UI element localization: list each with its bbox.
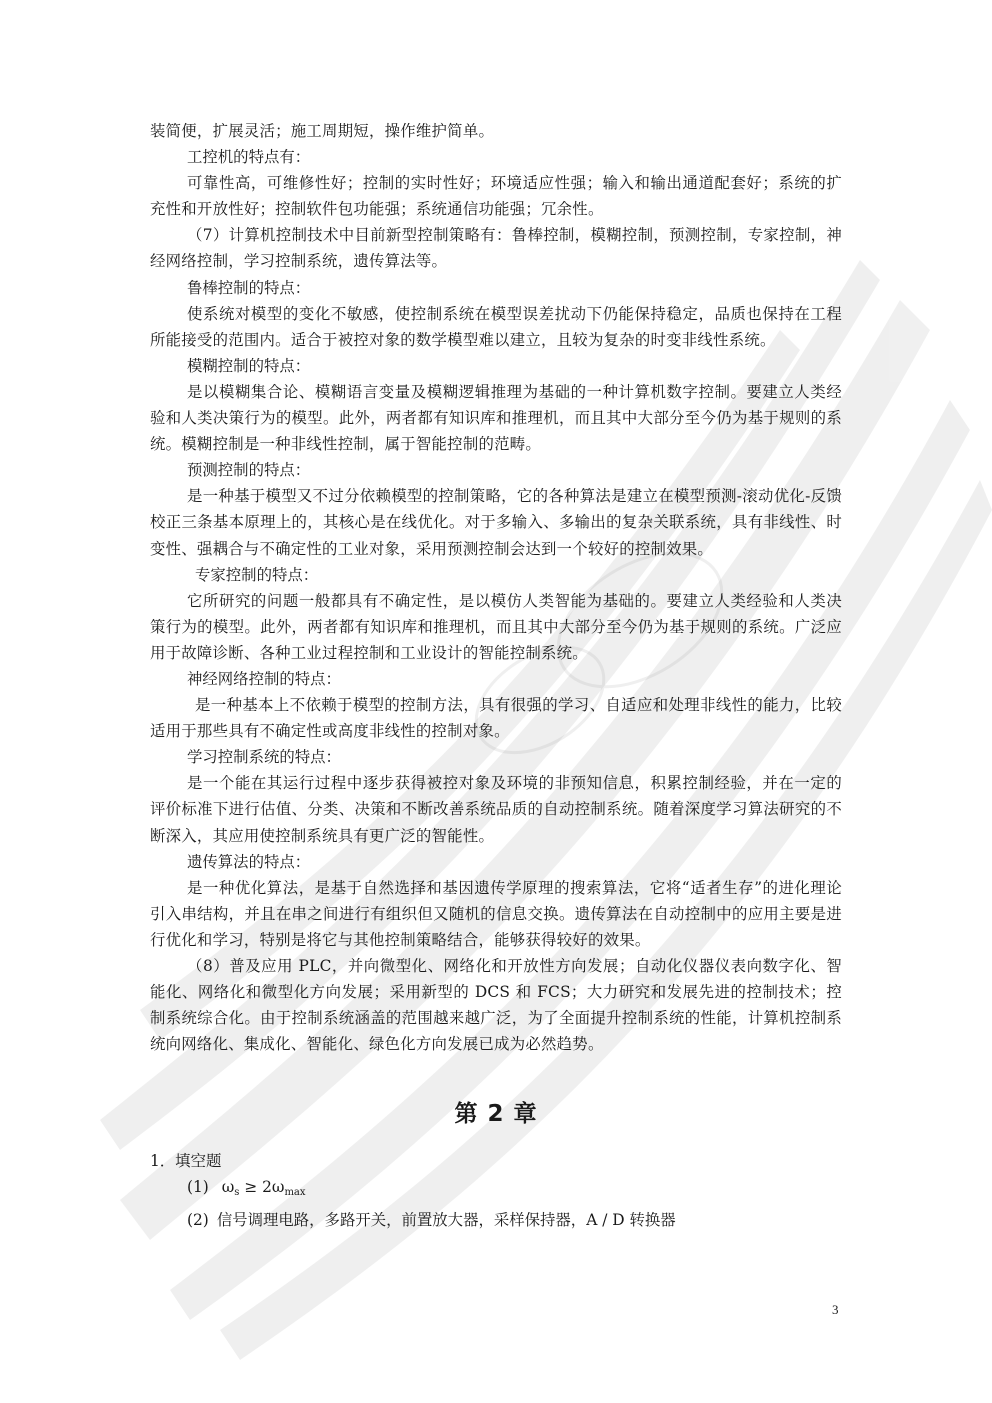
answer-number: (2) bbox=[187, 1210, 209, 1229]
heading-fuzzy-control: 模糊控制的特点： bbox=[187, 356, 311, 375]
paragraph-expert-control: 它所研究的问题一般都具有不确定性，是以模仿人类智能为基础的。要建立人类经验和人类决策行为的模型。此外，两者都有知识库和推理机，而且其中大部分至今仍为基于规则的系统。广泛应用于故障诊断、各种工业过程控制和工业设计的智能控制系统。 bbox=[150, 591, 842, 662]
page-content bbox=[150, 118, 842, 1233]
formula-omega: ω bbox=[221, 1178, 235, 1197]
answer-text: 信号调理电路，多路开关，前置放大器，采样保持器，A / D 转换器 bbox=[216, 1210, 676, 1229]
paragraph-new-strategies: （7）计算机控制技术中目前新型控制策略有：鲁棒控制，模糊控制，预测控制，专家控制，神经网络控制，学习控制系统，遗传算法等。 bbox=[150, 226, 842, 271]
formula-relation: ≥ 2ω bbox=[239, 1178, 285, 1197]
paragraph-neural-network-control: 是一种基本上不依赖于模型的控制方法，具有很强的学习、自适应和处理非线性的能力，比较适用于那些具有不确定性或高度非线性的控制对象。 bbox=[150, 696, 842, 741]
paragraph-continuation: 装简便，扩展灵活；施工周期短，操作维护简单。 bbox=[150, 122, 495, 140]
page-number: 3 bbox=[832, 1302, 839, 1317]
heading-learning-control: 学习控制系统的特点： bbox=[187, 748, 341, 767]
answer-number: (1) bbox=[187, 1178, 209, 1197]
formula-subscript-s: s bbox=[234, 1187, 240, 1199]
answer-item-2 bbox=[150, 1207, 842, 1233]
section-label-fill-in-blank: 1．填空题 bbox=[150, 1152, 222, 1171]
sampling-theorem-formula bbox=[221, 1178, 306, 1199]
heading-genetic-algorithm: 遗传算法的特点： bbox=[187, 852, 311, 871]
paragraph-learning-control: 是一个能在其运行过程中逐步获得被控对象及环境的非预知信息，积累控制经验，并在一定的评价标准下进行估值、分类、决策和不断改善系统品质的自动控制系统。随着深度学习算法研究的不断深入，其应用使控制系统具有更广泛的智能性。 bbox=[150, 774, 842, 845]
chapter-title: 第 2 章 bbox=[454, 1101, 538, 1128]
heading-ipc-features: 工控机的特点有： bbox=[187, 148, 311, 167]
paragraph-fuzzy-control: 是以模糊集合论、模糊语言变量及模糊逻辑推理为基础的一种计算机数字控制。要建立人类经验和人类决策行为的模型。此外，两者都有知识库和推理机，而且其中大部分至今仍为基于规则的系统。模糊控制是一种非线性控制，属于智能控制的范畴。 bbox=[150, 382, 842, 454]
heading-predictive-control: 预测控制的特点： bbox=[187, 461, 311, 480]
heading-neural-network-control: 神经网络控制的特点： bbox=[187, 669, 341, 688]
answer-item-1 bbox=[150, 1174, 842, 1206]
heading-expert-control: 专家控制的特点： bbox=[195, 565, 319, 584]
paragraph-robust-control: 使系统对模型的变化不敏感，使控制系统在模型误差扰动下仍能保持稳定，品质也保持在工程所能接受的范围内。适合于被控对象的数学模型难以建立，且较为复杂的时变非线性系统。 bbox=[150, 304, 842, 349]
paragraph-genetic-algorithm: 是一种优化算法，是基于自然选择和基因遗传学原理的搜索算法，它将“适者生存”的进化理论引入串结构，并且在串之间进行有组织但又随机的信息交换。遗传算法在自动控制中的应用主要是进行优化和学习，特别是将它与其他控制策略结合，能够获得较好的效果。 bbox=[150, 878, 842, 949]
paragraph-ipc-features: 可靠性高，可维修性好；控制的实时性好；环境适应性强；输入和输出通道配套好；系统的扩充性和开放性好；控制软件包功能强；系统通信功能强；冗余性。 bbox=[150, 174, 842, 219]
heading-robust-control: 鲁棒控制的特点： bbox=[187, 278, 311, 297]
paragraph-development-trends: （8）普及应用 PLC，并向微型化、网络化和开放性方向发展；自动化仪器仪表向数字化、智能化、网络化和微型化方向发展；采用新型的 DCS 和 FCS；大力研究和发展先进的控制技术；控制系统综合化。由于控制系统涵盖的范围越来越广泛，为了全面提升控制系统的性能，计算机控制系统向网络化、集成化、智能化、绿色化方向发展已成为必然趋势。 bbox=[150, 957, 842, 1054]
paragraph-predictive-control: 是一种基于模型又不过分依赖模型的控制策略，它的各种算法是建立在模型预测-滚动优化-反馈校正三条基本原理上的，其核心是在线优化。对于多输入、多输出的复杂关联系统，具有非线性、时变性、强耦合与不确定性的工业对象，采用预测控制会达到一个较好的控制效果。 bbox=[150, 487, 842, 558]
formula-subscript-max: max bbox=[284, 1187, 306, 1199]
